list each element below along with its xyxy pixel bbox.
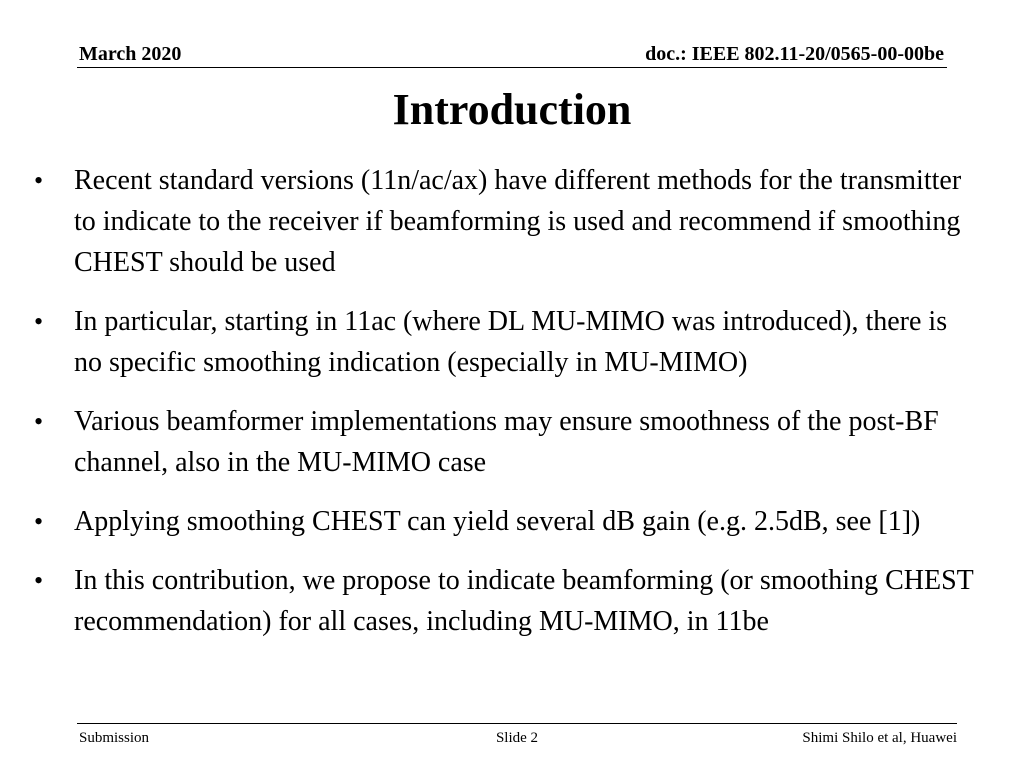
footer-slide-number: Slide 2 xyxy=(495,730,539,746)
bullet-item xyxy=(0,560,974,642)
bullet-icon: • xyxy=(34,166,44,195)
bullet-item xyxy=(0,501,974,542)
footer-author: Shimi Shilo et al, Huawei xyxy=(802,730,957,746)
bullet-text: In particular, starting in 11ac (where DL MU-MIMO was introduced), there is no specific smoothing indication (especially in MU-MIMO) xyxy=(74,306,948,378)
slide-title: Introduction xyxy=(392,85,632,134)
bullet-icon: • xyxy=(34,507,44,536)
bullet-item xyxy=(0,401,974,483)
header-doc-id: doc.: IEEE 802.11-20/0565-00-00be xyxy=(645,43,944,65)
footer-divider xyxy=(77,723,957,724)
bullet-item xyxy=(0,160,974,283)
bullet-text: Various beamformer implementations may ensure smoothness of the post-BF channel, also in the MU-MIMO case xyxy=(74,406,939,478)
bullet-icon: • xyxy=(34,307,44,336)
bullet-icon: • xyxy=(34,566,44,595)
bullet-text: In this contribution, we propose to indicate beamforming (or smoothing CHEST recommendation) for all cases, including MU-MIMO, in 11be xyxy=(74,565,974,637)
bullet-text: Applying smoothing CHEST can yield several dB gain (e.g. 2.5dB, see [1]) xyxy=(74,506,921,537)
header-divider xyxy=(77,67,947,68)
header-date: March 2020 xyxy=(79,43,182,65)
bullet-icon: • xyxy=(34,407,44,436)
bullet-item xyxy=(0,301,974,383)
bullet-text: Recent standard versions (11n/ac/ax) have different methods for the transmitter to indicate to the receiver if beamforming is used and recommend if smoothing CHEST should be used xyxy=(74,165,962,278)
bullet-list xyxy=(0,160,974,660)
footer-submission: Submission xyxy=(79,730,150,746)
